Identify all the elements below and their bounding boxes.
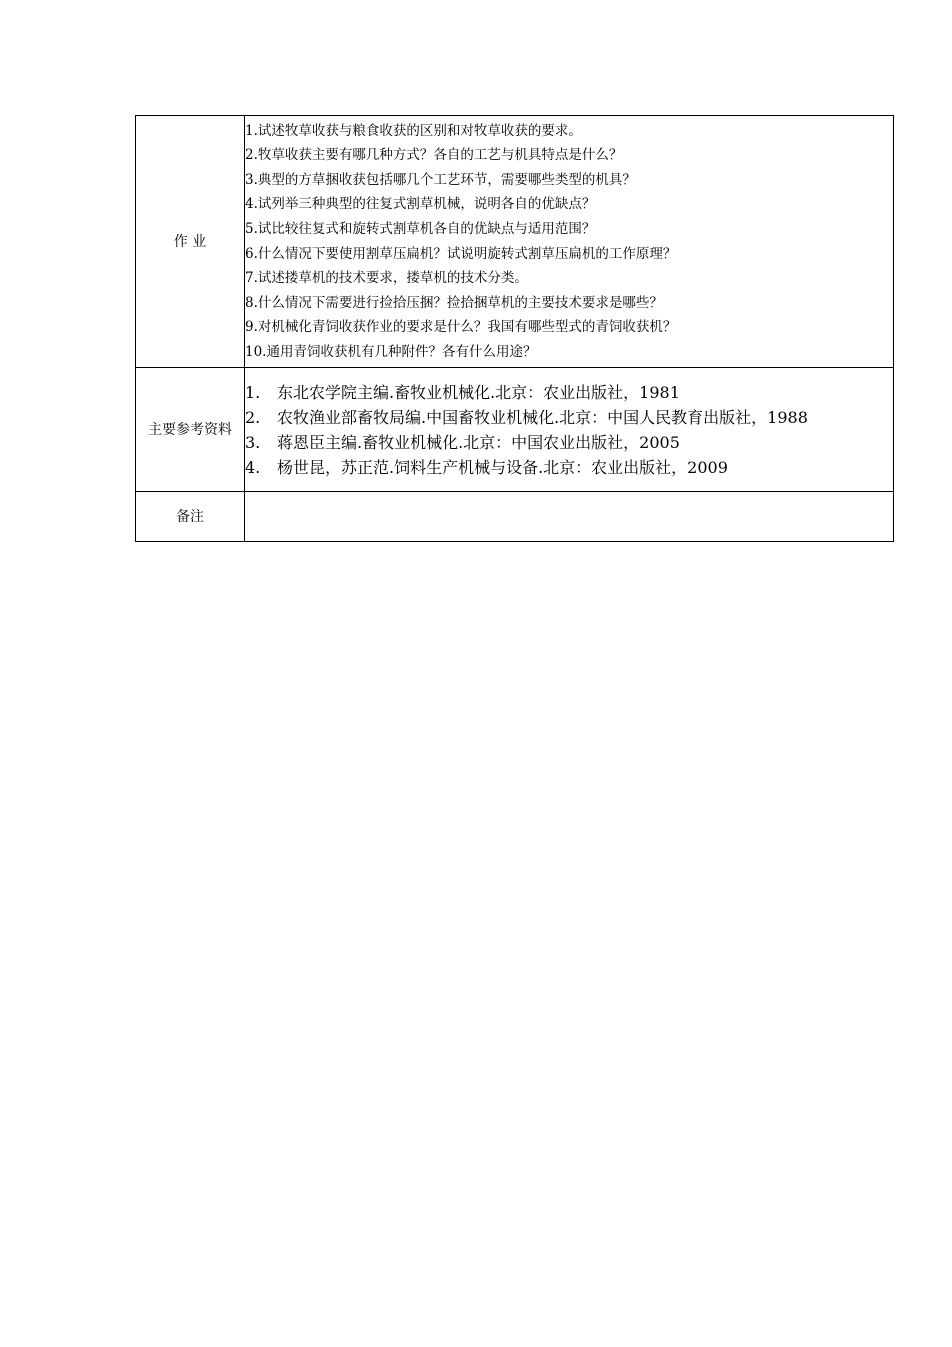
reference-number: 1.	[245, 382, 261, 402]
homework-item: 6.什么情况下要使用割草压扁机？试说明旋转式割草压扁机的工作原理？	[245, 245, 677, 262]
reference-number: 2.	[245, 407, 261, 427]
reference-number: 3.	[245, 432, 261, 452]
homework-item: 8.什么情况下需要进行捡拾压捆？捡拾捆草机的主要技术要求是哪些？	[245, 294, 663, 311]
reference-text: 杨世昆，苏正范.饲料生产机械与设备.北京：农业出版社，2009	[277, 457, 728, 477]
notes-content	[245, 492, 894, 542]
homework-item: 9.对机械化青饲收获作业的要求是什么？我国有哪些型式的青饲收获机？	[245, 319, 677, 336]
reference-text: 东北农学院主编.畜牧业机械化.北京：农业出版社，1981	[277, 382, 680, 402]
reference-text: 农牧渔业部畜牧局编.中国畜牧业机械化.北京：中国人民教育出版社，1988	[277, 407, 808, 427]
homework-content	[245, 116, 894, 368]
homework-item: 7.试述搂草机的技术要求，搂草机的技术分类。	[245, 270, 528, 287]
references-content	[245, 368, 894, 492]
notes-label: 备注	[136, 492, 245, 542]
reference-item	[245, 405, 893, 430]
homework-item: 1.试述牧草收获与粮食收获的区别和对牧草收获的要求。	[245, 122, 582, 139]
homework-label: 作 业	[136, 116, 245, 368]
references-row	[136, 368, 894, 492]
references-label: 主要参考资料	[136, 368, 245, 492]
homework-item: 5.试比较往复式和旋转式割草机各自的优缺点与适用范围？	[245, 220, 596, 237]
reference-item	[245, 455, 893, 480]
homework-item: 2.牧草收获主要有哪几种方式？各自的工艺与机具特点是什么？	[245, 147, 623, 164]
reference-item	[245, 430, 893, 455]
homework-item: 4.试列举三种典型的往复式割草机械，说明各自的优缺点？	[245, 196, 596, 213]
reference-item	[245, 380, 893, 405]
course-info-table	[135, 115, 894, 542]
homework-item: 3.典型的方草捆收获包括哪几个工艺环节，需要哪些类型的机具？	[245, 171, 636, 188]
notes-row	[136, 492, 894, 542]
reference-number: 4.	[245, 457, 261, 477]
homework-row	[136, 116, 894, 368]
homework-item: 10.通用青饲收获机有几种附件？各有什么用途？	[245, 343, 537, 360]
reference-text: 蒋恩臣主编.畜牧业机械化.北京：中国农业出版社，2005	[277, 432, 680, 452]
